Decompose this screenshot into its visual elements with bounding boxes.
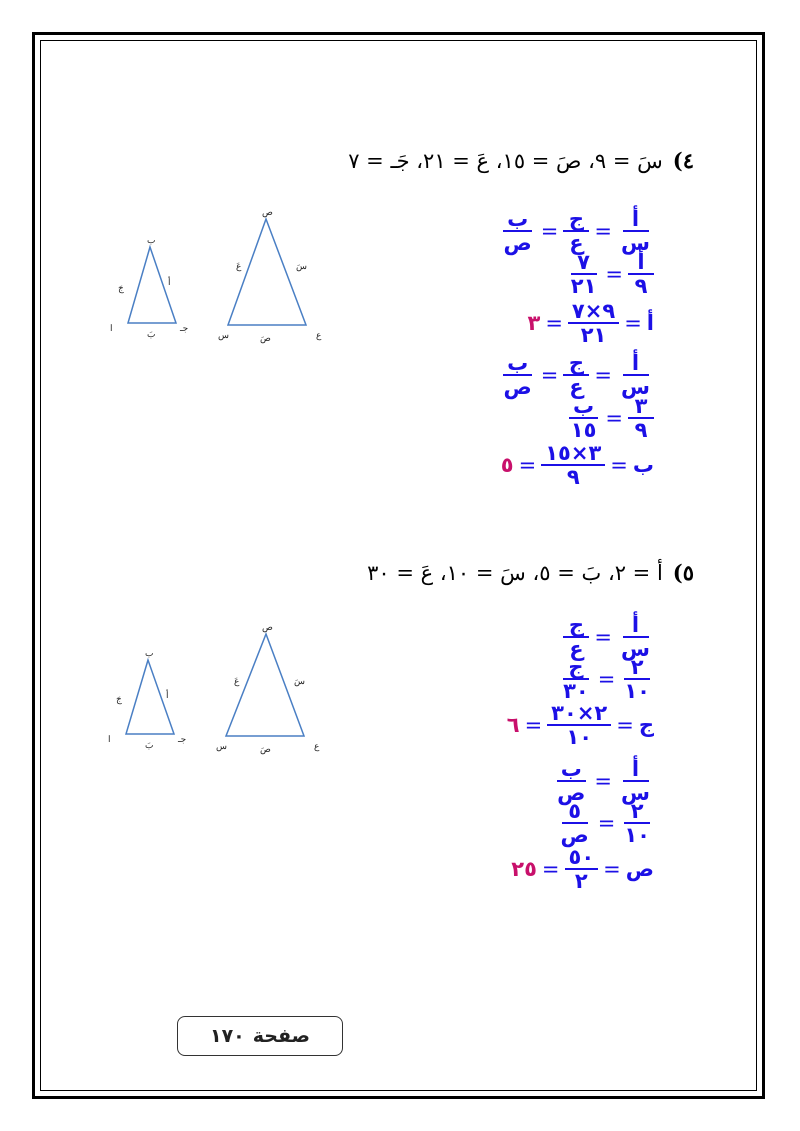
p5-eq-5: $\frac{٢}{١٠}$ = $\frac{٥}{\text{ص}}$	[557, 800, 655, 846]
frac-numerator: ب	[503, 352, 532, 376]
triangles-figure-problem-4	[100, 205, 340, 345]
vertex-label: س	[216, 742, 227, 752]
frac-numerator: ٩×٧	[568, 300, 619, 324]
p4-eq-2: $\frac{\text{أ}}{٩}$ = $\frac{٧}{٢١}$	[567, 251, 654, 297]
side-label: بَ	[147, 330, 156, 340]
frac-denominator: ع	[569, 375, 584, 399]
p5-eq-4: $\frac{\text{أ}}{\text{س}}$ = $\frac{\text{ب}}{\text{ص}}$	[553, 758, 654, 804]
side-label: صَ	[260, 334, 271, 344]
vertex-label: ب	[145, 649, 154, 659]
side-label: جَ	[116, 695, 122, 705]
side-label: أ	[168, 278, 171, 288]
frac-numerator: ٥	[562, 800, 588, 824]
frac-denominator: ٩	[634, 274, 648, 298]
frac-denominator: ١٠	[566, 725, 593, 749]
frac-numerator: ٢	[624, 656, 650, 680]
frac-numerator: ٣	[628, 395, 654, 419]
vertex-label: ا	[110, 324, 113, 334]
side-label: جَ	[118, 284, 124, 294]
large-triangle	[218, 208, 322, 344]
frac-numerator: ٥٠	[565, 846, 599, 870]
small-triangle	[110, 236, 188, 340]
vertex-label: ع	[314, 742, 320, 752]
frac-numerator: أ	[623, 352, 649, 376]
page-number-box	[177, 1016, 343, 1056]
large-triangle	[216, 623, 320, 755]
side-label: سَ	[296, 262, 307, 272]
page-label: صفحة	[252, 1025, 311, 1047]
frac-numerator: أ	[628, 251, 654, 275]
problem-5-givens: أ = ٢، بَ = ٥، سَ = ١٠، عَ = ٣٠	[367, 561, 663, 585]
frac-denominator: س	[621, 637, 650, 661]
frac-denominator: ص	[557, 781, 586, 805]
vertex-label: ع	[316, 331, 322, 341]
side-label: عَ	[236, 262, 242, 272]
vertex-label: جـ	[178, 735, 187, 745]
p4-eq-3: أ = $\frac{٩\times ٧}{٢١}$ = ٣	[527, 299, 654, 347]
frac-numerator: ٣×١٥	[541, 442, 605, 466]
frac-numerator: ب	[503, 208, 532, 232]
frac-denominator: ٢١	[580, 323, 607, 347]
p5-eq-3: ج = $\frac{٢\times ٣٠}{١٠}$ = ٦	[506, 701, 654, 749]
problem-4-number: ٤)	[672, 148, 694, 173]
result-value: ٣	[527, 311, 541, 335]
small-triangle	[108, 649, 186, 751]
frac-numerator: ج	[563, 352, 589, 376]
eq-lhs: ج	[638, 713, 654, 737]
result-value: ٥	[500, 453, 514, 477]
problem-5-statement	[367, 560, 694, 585]
frac-numerator: أ	[623, 758, 649, 782]
p4-eq-5: $\frac{٣}{٩}$ = $\frac{\text{ب}}{١٥}$	[567, 395, 654, 441]
side-label: عَ	[234, 677, 240, 687]
vertex-label: ا	[108, 735, 111, 745]
page-number: ١٧٠	[209, 1025, 245, 1047]
side-label: سَ	[294, 677, 305, 687]
p5-eq-6: ص = $\frac{٥٠}{٢}$ = ٢٥	[511, 845, 654, 893]
frac-denominator: ٩	[634, 418, 648, 442]
p4-eq-1: $\frac{\text{أ}}{\text{س}}$ = $\frac{\text{ج}}{\text{ع}}$ = $\frac{\text{ب}}{\text{ص}}$	[500, 208, 654, 254]
frac-denominator: ص	[503, 375, 532, 399]
frac-numerator: ج	[563, 614, 589, 638]
frac-numerator: أ	[623, 208, 649, 232]
frac-numerator: ٧	[571, 251, 597, 275]
frac-numerator: ٢	[624, 800, 650, 824]
result-value: ٦	[506, 713, 520, 737]
frac-denominator: س	[621, 375, 650, 399]
eq-lhs: أ	[646, 311, 654, 335]
frac-numerator: ج	[563, 656, 589, 680]
result-value: ٢٥	[511, 857, 537, 881]
frac-denominator: ١٠	[624, 679, 650, 703]
eq-lhs: ب	[632, 453, 654, 477]
vertex-label: ب	[147, 236, 156, 246]
problem-5-number: ٥)	[672, 560, 694, 585]
frac-numerator: ب	[569, 395, 598, 419]
frac-numerator: ج	[563, 208, 589, 232]
frac-numerator: ٢×٣٠	[547, 702, 611, 726]
problem-4-statement	[348, 148, 694, 173]
side-label: صَ	[260, 745, 271, 755]
frac-denominator: ٢١	[570, 274, 597, 298]
frac-denominator: س	[621, 231, 650, 255]
vertex-label: جـ	[180, 324, 189, 334]
p5-eq-1: $\frac{\text{أ}}{\text{س}}$ = $\frac{\text{ج}}{\text{ع}}$	[563, 614, 654, 660]
problem-4-givens: سَ = ٩، صَ = ١٥، عَ = ٢١، جَـ = ٧	[348, 149, 663, 173]
p5-eq-2: $\frac{٢}{١٠}$ = $\frac{\text{ج}}{٣٠}$	[559, 656, 654, 702]
p4-eq-4: $\frac{\text{أ}}{\text{س}}$ = $\frac{\text{ج}}{\text{ع}}$ = $\frac{\text{ب}}{\text{ص}}$	[500, 352, 654, 398]
frac-numerator: أ	[623, 614, 649, 638]
frac-numerator: ب	[557, 758, 586, 782]
side-label: أ	[166, 691, 169, 701]
frac-denominator: ١٠	[624, 823, 650, 847]
vertex-label: س	[218, 331, 229, 341]
p4-eq-6: ب = $\frac{٣\times ١٥}{٩}$ = ٥	[500, 441, 654, 489]
frac-denominator: ١٥	[570, 418, 597, 442]
frac-denominator: ٢	[574, 869, 588, 893]
eq-lhs: ص	[625, 857, 654, 881]
triangles-figure-problem-5	[100, 620, 340, 760]
frac-denominator: ص	[503, 231, 532, 255]
frac-denominator: ٩	[566, 465, 580, 489]
frac-denominator: ع	[569, 231, 584, 255]
side-label: بَ	[145, 741, 154, 751]
vertex-label: ص	[262, 208, 273, 218]
frac-denominator: ٣٠	[563, 679, 589, 703]
frac-denominator: ع	[569, 637, 584, 661]
vertex-label: ص	[262, 623, 273, 633]
frac-denominator: س	[621, 781, 650, 805]
frac-denominator: ص	[560, 823, 589, 847]
